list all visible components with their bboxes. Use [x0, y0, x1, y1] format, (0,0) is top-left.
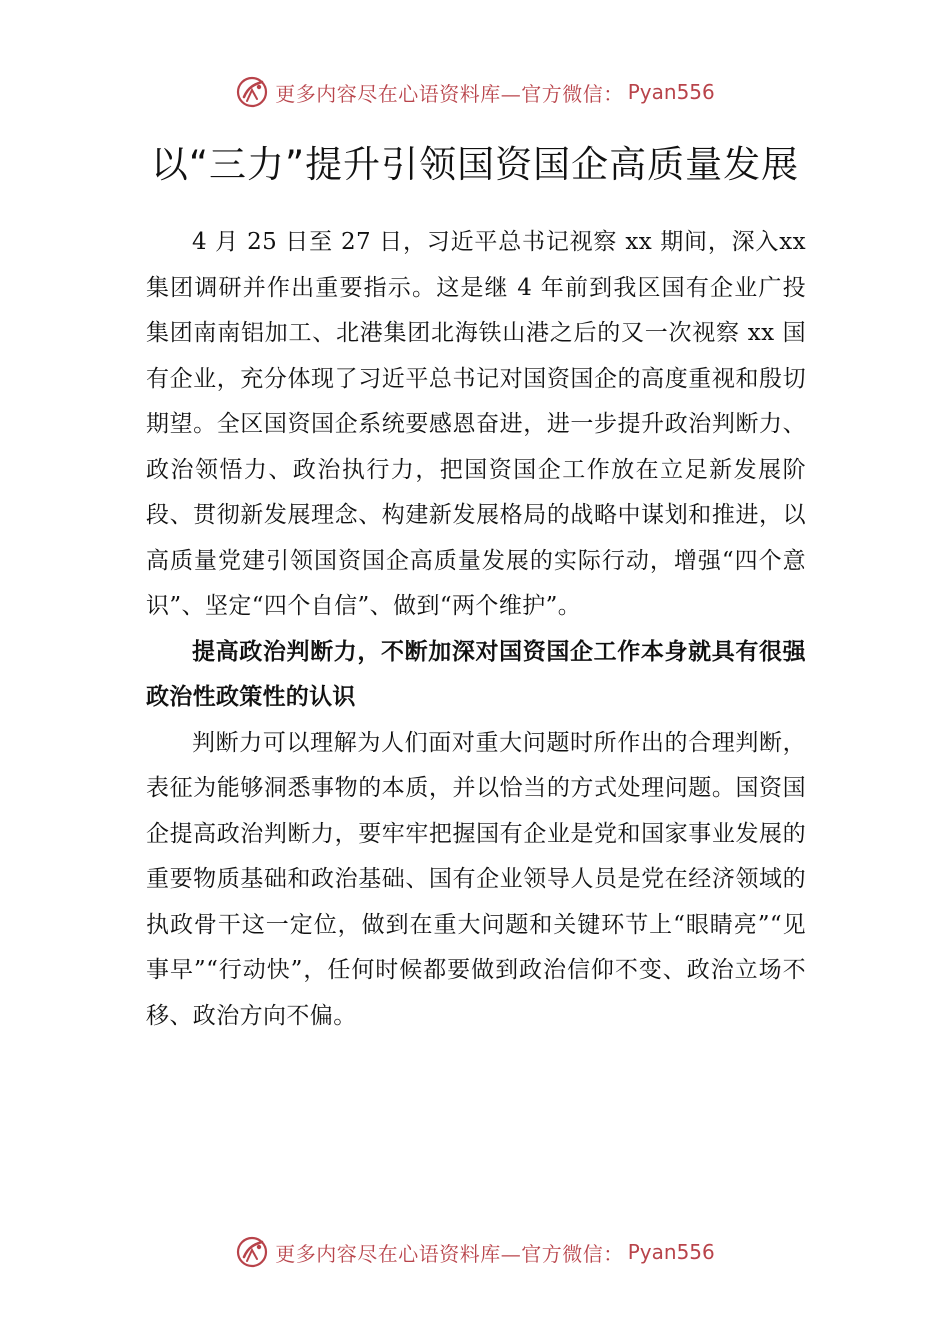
logo-icon: [235, 75, 269, 109]
document-body: [146, 220, 806, 1039]
section-heading: 提高政治判断力，不断加深对国资国企工作本身就具有很强政治性政策性的认识: [146, 638, 806, 710]
header-banner: [0, 72, 950, 112]
intro-paragraph: 4 月 25 日至 27 日，习近平总书记视察 xx 期间，深入xx 集团调研并作出重要指示。这是继 4 年前到我区国有企业广投集团南南铝加工、北港集团北海铁山港之后的又一次视察 xx 国有企业，充分体现了习近平总书记对国资国企的高度重视和殷切期望。全区国资国企系统要感恩奋进，进一步提升政治判断力、政治领悟力、政治执行力，把国资国企工作放在立足新发展阶段、贯彻新发展理念、构建新发展格局的战略中谋划和推进，以高质量党建引领国资国企高质量发展的实际行动，增强“四个意识”、坚定“四个自信”、做到“两个维护”。: [146, 229, 806, 619]
banner-wechat-id: Pyan556: [627, 1240, 715, 1264]
banner-text: 更多内容尽在心语资料库—官方微信：: [275, 1241, 624, 1266]
logo-icon: [235, 1235, 269, 1269]
footer-banner: [0, 1232, 950, 1272]
document-title: 以“三力”提升引领国资国企高质量发展: [150, 143, 800, 186]
banner-text: 更多内容尽在心语资料库—官方微信：: [275, 81, 624, 106]
section-paragraph: 判断力可以理解为人们面对重大问题时所作出的合理判断，表征为能够洞悉事物的本质，并以恰当的方式处理问题。国资国企提高政治判断力，要牢牢把握国有企业是党和国家事业发展的重要物质基础和政治基础、国有企业领导人员是党在经济领域的执政骨干这一定位，做到在重大问题和关键环节上“眼睛亮”“见事早”“行动快”，任何时候都要做到政治信仰不变、政治立场不移、政治方向不偏。: [146, 729, 806, 1029]
banner-wechat-id: Pyan556: [627, 80, 715, 104]
